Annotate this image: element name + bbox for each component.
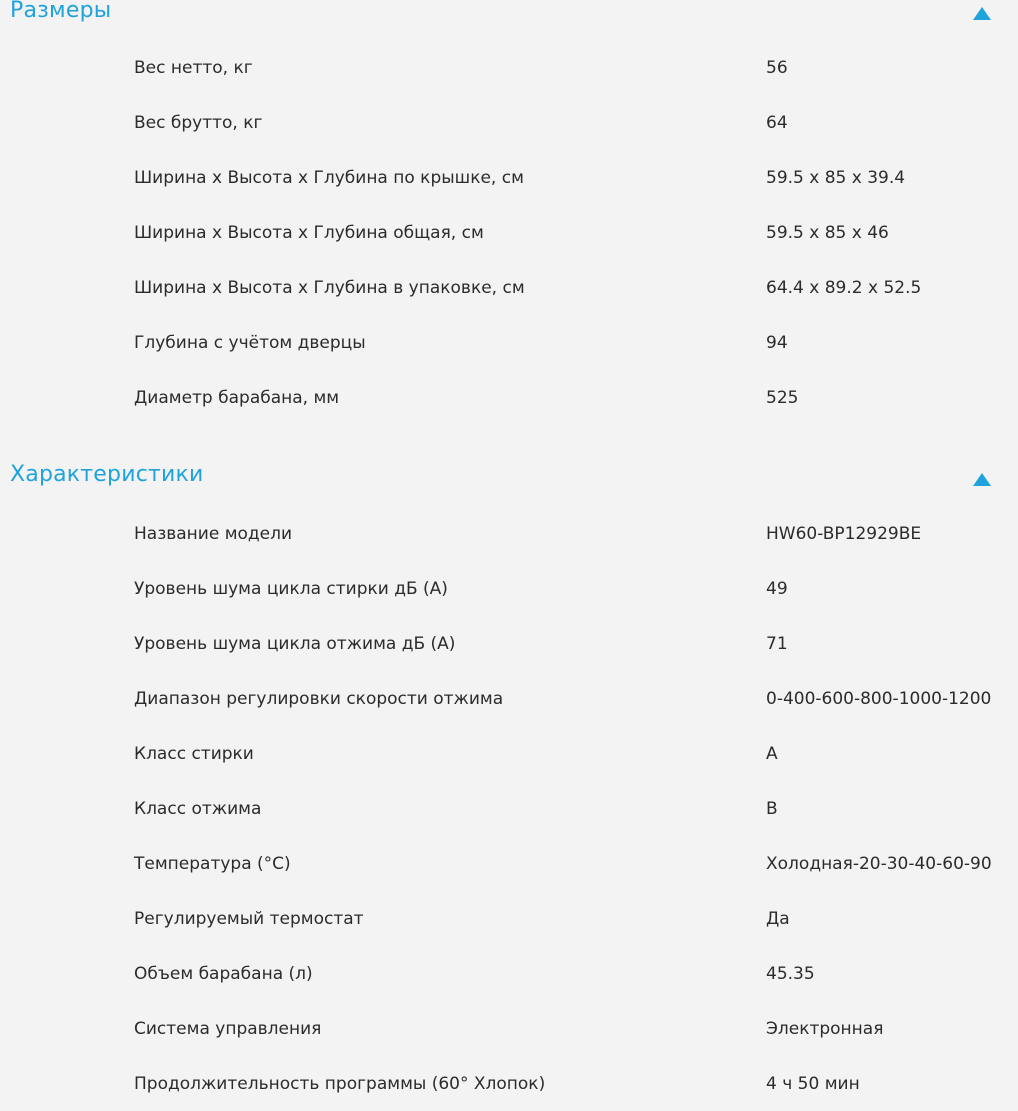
section-characteristics bbox=[0, 462, 1018, 1094]
spec-value: 59.5 х 85 х 46 bbox=[766, 223, 889, 243]
spec-label: Класс отжима bbox=[134, 799, 262, 819]
spec-value: B bbox=[766, 799, 778, 819]
spec-value: 56 bbox=[766, 58, 788, 78]
spec-row bbox=[0, 634, 1018, 689]
spec-value: Электронная bbox=[766, 1019, 884, 1039]
spec-row bbox=[0, 1074, 1018, 1111]
spec-row bbox=[0, 223, 1018, 278]
spec-row bbox=[0, 964, 1018, 1019]
spec-label: Название модели bbox=[134, 524, 293, 544]
spec-label: Ширина х Высота х Глубина по крышке, см bbox=[134, 168, 524, 188]
spec-row bbox=[0, 388, 1018, 443]
spec-label: Температура (°C) bbox=[134, 854, 291, 874]
spec-row bbox=[0, 1019, 1018, 1074]
spec-label: Продолжительность программы (60° Хлопок) bbox=[134, 1074, 546, 1094]
spec-row bbox=[0, 58, 1018, 113]
spec-label: Ширина х Высота х Глубина в упаковке, см bbox=[134, 278, 525, 298]
spec-row bbox=[0, 524, 1018, 579]
section-title: Размеры bbox=[10, 0, 112, 23]
spec-label: Объем барабана (л) bbox=[134, 964, 313, 984]
section-header-dimensions[interactable] bbox=[0, 0, 1018, 44]
triangle-up-icon[interactable] bbox=[973, 7, 991, 20]
spec-row bbox=[0, 278, 1018, 333]
spec-value: 64.4 х 89.2 х 52.5 bbox=[766, 278, 922, 298]
spec-row bbox=[0, 579, 1018, 634]
spec-value: Да bbox=[766, 909, 790, 929]
spec-row bbox=[0, 909, 1018, 964]
spec-label: Класс стирки bbox=[134, 744, 254, 764]
spec-value: 49 bbox=[766, 579, 788, 599]
spec-label: Диапазон регулировки скорости отжима bbox=[134, 689, 504, 709]
spec-value: 71 bbox=[766, 634, 788, 654]
spec-value: Холодная-20-30-40-60-90 bbox=[766, 854, 992, 874]
spec-row bbox=[0, 854, 1018, 909]
spec-row bbox=[0, 333, 1018, 388]
spec-label: Диаметр барабана, мм bbox=[134, 388, 340, 408]
spec-value: 94 bbox=[766, 333, 788, 353]
spec-row bbox=[0, 113, 1018, 168]
spec-label: Глубина с учётом дверцы bbox=[134, 333, 366, 353]
spec-label: Вес нетто, кг bbox=[134, 58, 253, 78]
spec-value: 64 bbox=[766, 113, 788, 133]
spec-row bbox=[0, 168, 1018, 223]
section-dimensions bbox=[0, 0, 1018, 408]
triangle-up-icon[interactable] bbox=[973, 473, 991, 486]
spec-value: 45.35 bbox=[766, 964, 815, 984]
section-header-characteristics[interactable] bbox=[0, 462, 1018, 506]
spec-label: Вес брутто, кг bbox=[134, 113, 263, 133]
spec-value: HW60-BP12929BE bbox=[766, 524, 922, 544]
spec-value: 525 bbox=[766, 388, 799, 408]
spec-row bbox=[0, 689, 1018, 744]
spec-value: A bbox=[766, 744, 778, 764]
spec-label: Ширина х Высота х Глубина общая, см bbox=[134, 223, 484, 243]
spec-label: Уровень шума цикла стирки дБ (A) bbox=[134, 579, 448, 599]
spec-value: 0-400-600-800-1000-1200 bbox=[766, 689, 992, 709]
section-title: Характеристики bbox=[10, 462, 204, 487]
spec-value: 59.5 х 85 х 39.4 bbox=[766, 168, 906, 188]
spec-label: Регулируемый термостат bbox=[134, 909, 364, 929]
spec-row bbox=[0, 799, 1018, 854]
spec-label: Система управления bbox=[134, 1019, 322, 1039]
spec-label: Уровень шума цикла отжима дБ (A) bbox=[134, 634, 456, 654]
spec-row bbox=[0, 744, 1018, 799]
spec-value: 4 ч 50 мин bbox=[766, 1074, 860, 1094]
